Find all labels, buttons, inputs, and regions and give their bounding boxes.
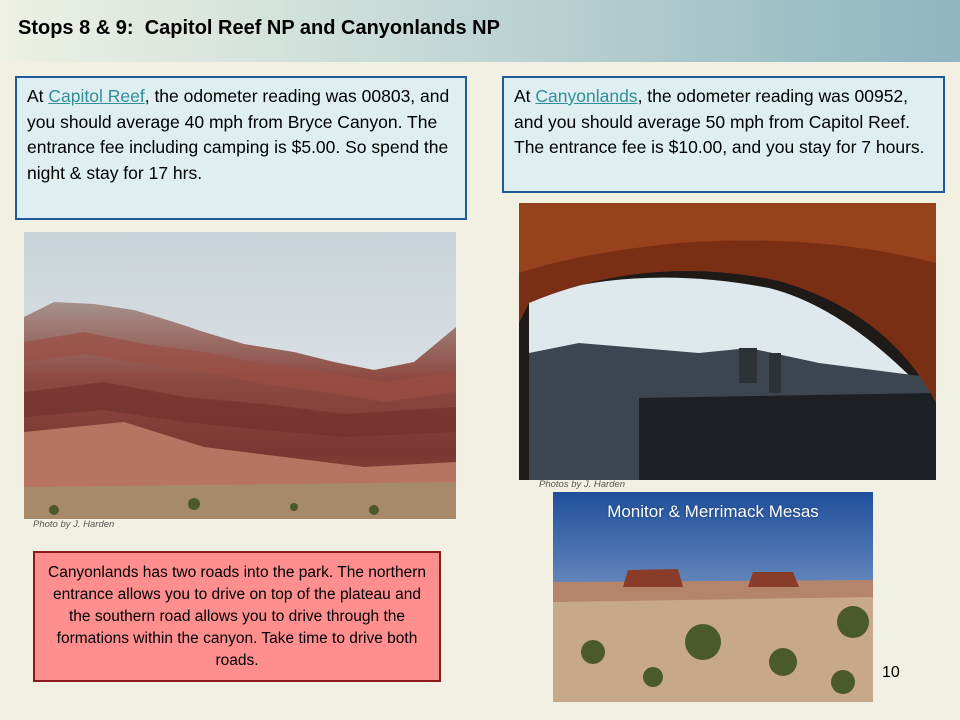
canyonlands-roads-note [33, 551, 441, 682]
canyonlands-arch-photo [519, 203, 936, 480]
slide-title: Stops 8 & 9: Capitol Reef NP and Canyonlands NP [18, 17, 500, 39]
capitol-photo-credit: Photo by J. Harden [33, 519, 115, 530]
page-number: 10 [882, 664, 900, 681]
capitol-info-text: , the odometer reading was 00803, and you should average 40 mph from Bryce Canyon. The entrance fee including camping is $5.00. So spend the night & stay for 17 hrs. [27, 86, 450, 183]
title-bar [0, 0, 960, 62]
canyonlands-link[interactable]: Canyonlands [535, 86, 638, 106]
capitol-prefix: At [27, 86, 49, 106]
canyon-info-text: , the odometer reading was 00952, and you should average 50 mph from Capitol Reef. The entrance fee is $10.00, and you stay for 7 hours. [514, 86, 925, 157]
mesas-photo [553, 492, 873, 702]
note-text: Canyonlands has two roads into the park. The northern entrance allows you to drive on top of the plateau and the southern road allows you to drive through the formations within the canyon. Take time to drive both roads. [48, 564, 426, 669]
canyon-photo-credit: Photos by J. Harden [539, 479, 626, 490]
canyonlands-info-box [502, 76, 945, 193]
capitol-reef-link[interactable]: Capitol Reef [48, 86, 145, 106]
capitol-reef-photo [24, 232, 456, 519]
capitol-reef-info-box [15, 76, 467, 220]
mesa-photo-label: Monitor & Merrimack Mesas [607, 502, 819, 521]
canyon-prefix: At [514, 86, 536, 106]
